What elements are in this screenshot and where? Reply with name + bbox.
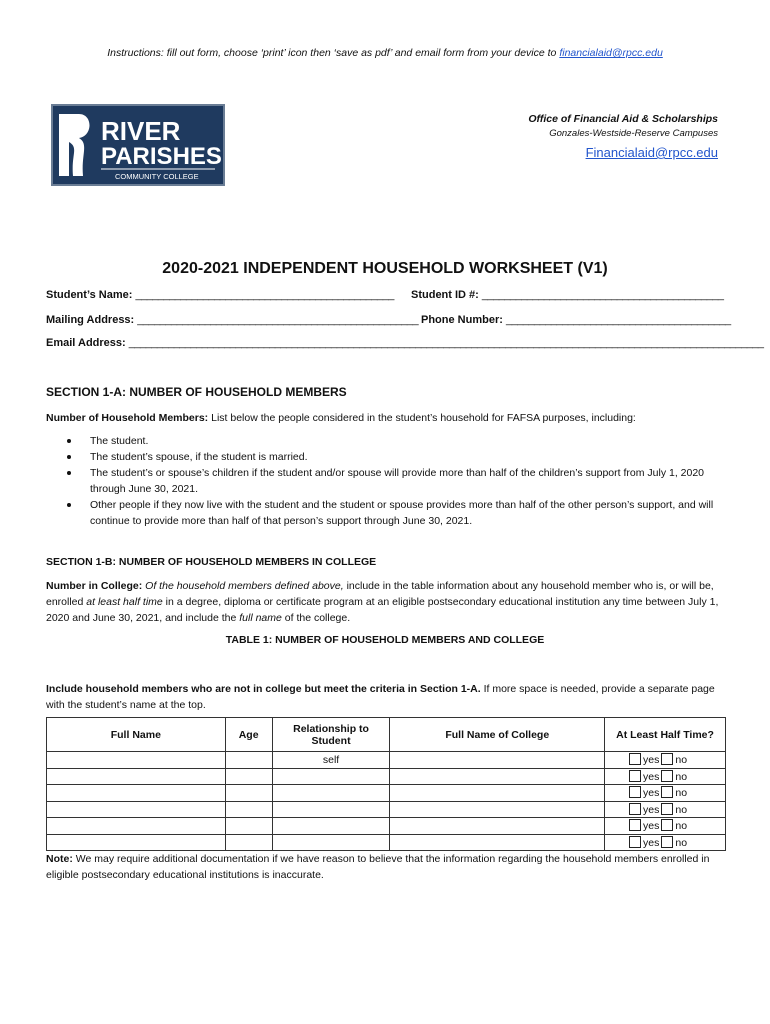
instructions-email-link[interactable]: financialaid@rpcc.edu — [559, 47, 663, 59]
age-cell[interactable] — [225, 801, 272, 818]
page-title: 2020-2021 INDEPENDENT HOUSEHOLD WORKSHEET (V1) — [162, 260, 608, 277]
name-cell[interactable] — [47, 768, 226, 785]
relationship-cell[interactable] — [272, 834, 390, 851]
table-row — [47, 834, 726, 851]
no-label: no — [675, 770, 688, 783]
age-cell[interactable] — [225, 818, 272, 835]
section-1b-heading: SECTION 1-B: NUMBER OF HOUSEHOLD MEMBERS IN COLLEGE — [46, 556, 377, 568]
no-checkbox[interactable] — [661, 753, 673, 765]
note-bold: Note: — [46, 853, 73, 865]
list-item: Other people if they now live with the student and the student or spouse provides more than half of the other person’s support, and will continue to provide more than half of that person’s support through June 30, 2021. — [46, 497, 726, 529]
name-cell[interactable] — [47, 818, 226, 835]
no-label: no — [675, 803, 688, 816]
phone-field[interactable]: Phone Number: ________________________________________ — [421, 314, 731, 326]
header-age: Age — [225, 718, 272, 752]
note-text: We may require additional documentation if we have reason to believe that the information regarding the household members enrolled in eligible postsecondary educational institutions is inaccurate. — [46, 853, 710, 881]
yes-checkbox[interactable] — [629, 786, 641, 798]
half-time-cell — [605, 818, 726, 835]
header-college: Full Name of College — [390, 718, 605, 752]
no-checkbox[interactable] — [661, 770, 673, 782]
household-member-list — [46, 433, 726, 529]
mailing-address-field[interactable]: Mailing Address: __________________________________________________ — [46, 314, 419, 326]
yes-checkbox[interactable] — [629, 770, 641, 782]
instructions-line — [0, 47, 770, 59]
college-cell[interactable] — [390, 768, 605, 785]
table-row — [47, 818, 726, 835]
household-table — [46, 717, 726, 851]
no-label: no — [675, 836, 688, 849]
office-block — [528, 113, 718, 160]
no-label: no — [675, 820, 688, 833]
no-label: no — [675, 754, 688, 767]
table-row — [47, 752, 726, 769]
table-include-note — [46, 681, 726, 713]
logo-line2: PARISHES — [101, 143, 222, 170]
age-cell[interactable] — [225, 752, 272, 769]
relationship-cell[interactable] — [272, 785, 390, 802]
college-cell[interactable] — [390, 818, 605, 835]
college-cell[interactable] — [390, 834, 605, 851]
relationship-cell: self — [272, 752, 390, 769]
instructions-text: : fill out form, choose ‘print’ icon then ‘save as pdf’ and email form from your device to — [160, 47, 560, 59]
college-cell[interactable] — [390, 785, 605, 802]
email-field[interactable]: Email Address: _________________________________________________________________________________________________________________ — [46, 337, 764, 349]
section-1b-text3: of the college. — [281, 612, 351, 624]
table-row — [47, 785, 726, 802]
email-label: Email Address: — [46, 337, 126, 349]
student-id-label: Student ID #: — [411, 289, 479, 301]
table-include-text: If more space is needed, provide a separate page with the student’s name at the top. — [46, 683, 715, 711]
table-caption: TABLE 1: NUMBER OF HOUSEHOLD MEMBERS AND COLLEGE — [225, 634, 545, 646]
table-row — [47, 801, 726, 818]
section-1a-intro-text: List below the people considered in the student’s household for FAFSA purposes, including: — [208, 412, 636, 424]
name-cell[interactable] — [47, 834, 226, 851]
yes-label: yes — [643, 787, 660, 800]
section-1b-italic1: Of the household members defined above, — [142, 580, 344, 592]
list-item: The student’s spouse, if the student is married. — [46, 449, 726, 465]
age-cell[interactable] — [225, 785, 272, 802]
no-checkbox[interactable] — [661, 803, 673, 815]
no-label: no — [675, 787, 688, 800]
list-item: The student. — [46, 433, 726, 449]
relationship-cell[interactable] — [272, 801, 390, 818]
logo-line1: RIVER — [101, 116, 181, 146]
relationship-cell[interactable] — [272, 818, 390, 835]
section-1b-bold: Number in College: — [46, 580, 143, 592]
table-include-bold: Include household members who are not in college but meet the criteria in Section 1-A. — [46, 683, 481, 695]
section-1b-italic3: full name — [239, 612, 282, 624]
yes-checkbox[interactable] — [629, 753, 641, 765]
yes-label: yes — [643, 770, 660, 783]
yes-checkbox[interactable] — [629, 803, 641, 815]
age-cell[interactable] — [225, 834, 272, 851]
college-logo — [51, 104, 225, 186]
half-time-cell — [605, 752, 726, 769]
age-cell[interactable] — [225, 768, 272, 785]
yes-checkbox[interactable] — [629, 819, 641, 831]
instructions-label: Instructions — [107, 47, 161, 59]
section-1b-italic2: at least half time — [86, 596, 163, 608]
name-cell[interactable] — [47, 801, 226, 818]
header-full-name: Full Name — [47, 718, 226, 752]
half-time-cell — [605, 768, 726, 785]
name-cell[interactable] — [47, 785, 226, 802]
half-time-cell — [605, 801, 726, 818]
student-name-label: Student’s Name: — [46, 289, 133, 301]
list-item: The student’s or spouse’s children if the student and/or spouse will provide more than half of the children’s support from July 1, 2020 through June 30, 2021. — [46, 465, 726, 497]
section-1a-intro-bold: Number of Household Members: — [46, 412, 209, 424]
logo-line3: COMMUNITY COLLEGE — [115, 172, 199, 181]
section-1b-text1: include in the table information about any household member who is, or will be, enrolled — [46, 580, 714, 608]
table-header-row — [47, 718, 726, 752]
no-checkbox[interactable] — [661, 786, 673, 798]
footer-note — [46, 851, 726, 883]
no-checkbox[interactable] — [661, 836, 673, 848]
section-1b-text2: in a degree, diploma or certificate program at an eligible postsecondary educational institution any time between July 1, 2020 and June 30, 2021, and include the — [46, 596, 719, 624]
river-r-icon — [59, 114, 90, 176]
header-half-time: At Least Half Time? — [605, 718, 726, 752]
mailing-address-label: Mailing Address: — [46, 314, 135, 326]
yes-checkbox[interactable] — [629, 836, 641, 848]
half-time-cell — [605, 785, 726, 802]
yes-label: yes — [643, 754, 660, 767]
college-cell[interactable] — [390, 801, 605, 818]
college-cell[interactable] — [390, 752, 605, 769]
relationship-cell[interactable] — [272, 768, 390, 785]
no-checkbox[interactable] — [661, 819, 673, 831]
half-time-cell — [605, 834, 726, 851]
yes-label: yes — [643, 803, 660, 816]
office-email-link[interactable]: Financialaid@rpcc.edu — [585, 145, 718, 160]
phone-label: Phone Number: — [421, 314, 503, 326]
yes-label: yes — [643, 820, 660, 833]
student-name-field[interactable]: Student’s Name: ______________________________________________ — [46, 289, 394, 301]
student-id-field[interactable]: Student ID #: ___________________________________________ — [411, 289, 724, 301]
name-cell[interactable] — [47, 752, 226, 769]
office-name: Office of Financial Aid & Scholarships — [528, 113, 718, 125]
office-campuses: Gonzales-Westside-Reserve Campuses — [549, 128, 718, 139]
section-1a-intro — [46, 410, 726, 426]
header-relationship: Relationship to Student — [272, 718, 390, 752]
table-row — [47, 768, 726, 785]
section-1b-paragraph — [46, 578, 726, 626]
yes-label: yes — [643, 836, 660, 849]
section-1a-heading: SECTION 1-A: NUMBER OF HOUSEHOLD MEMBERS — [46, 385, 347, 399]
